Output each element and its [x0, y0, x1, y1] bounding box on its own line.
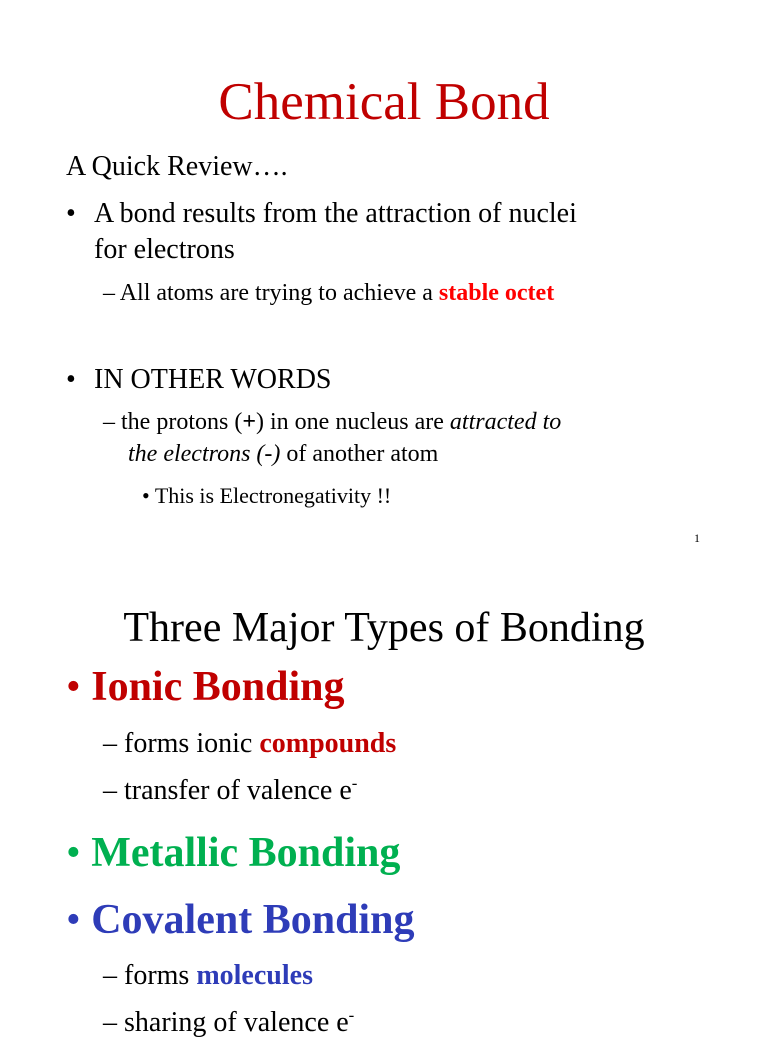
sub2-italic1: attracted to [449, 409, 562, 435]
ionic-sub1-text: forms ionic [124, 728, 260, 759]
compounds-highlight: compounds [259, 728, 397, 759]
electron-superscript: - [348, 1005, 355, 1025]
page-number: 1 [694, 531, 700, 545]
ionic-sub-2 [103, 773, 357, 809]
bullet-marker: • [66, 897, 81, 943]
dash-marker: – [103, 280, 115, 306]
sub-bullet-2-line2 [128, 438, 438, 470]
metallic-label: Metallic Bonding [91, 830, 401, 876]
covalent-label: Covalent Bonding [91, 897, 415, 943]
bullet1-line2: for electrons [94, 234, 235, 265]
sub2-part1: the protons ( [121, 409, 243, 435]
bullet-marker: • [66, 198, 76, 229]
bullet-marker: • [66, 830, 81, 876]
covalent-sub2-text: sharing of valence e [124, 1007, 349, 1038]
covalent-sub-2 [103, 1005, 354, 1041]
covalent-sub-1 [103, 958, 313, 994]
molecules-highlight: molecules [196, 960, 313, 991]
bullet-marker: • [66, 364, 76, 395]
dash-marker: – [103, 728, 117, 759]
metallic-bonding-heading [66, 826, 400, 880]
covalent-sub1-text: forms [124, 960, 197, 991]
bullet1-line1: A bond results from the attraction of nuclei [94, 198, 577, 229]
ionic-sub-1 [103, 726, 396, 762]
ionic-label: Ionic Bonding [91, 664, 345, 710]
bullet-marker: • [142, 483, 150, 508]
slide2-title: Three Major Types of Bonding [123, 605, 645, 651]
sub2-part2: ) in one nucleus are [256, 409, 450, 435]
ionic-sub2-text: transfer of valence e [124, 775, 352, 806]
dash-marker: – [103, 1007, 117, 1038]
electron-superscript: - [351, 773, 358, 793]
electronegativity-text: This is Electronegativity !! [154, 483, 392, 508]
dash-marker: – [103, 409, 115, 435]
ionic-bonding-heading [66, 660, 345, 714]
sub-bullet-1 [103, 277, 554, 309]
dash-marker: – [103, 775, 117, 806]
sub2-part3: of another atom [280, 441, 439, 467]
covalent-bonding-heading [66, 893, 414, 947]
plus-sign: + [242, 409, 256, 435]
sub-bullet-2-line1 [103, 406, 561, 438]
sub2-italic2: the electrons (-) [128, 441, 281, 467]
stable-octet-highlight: stable octet [438, 280, 555, 306]
sub-sub-bullet [142, 481, 391, 511]
bullet2-text: IN OTHER WORDS [94, 364, 332, 395]
dash-marker: – [103, 960, 117, 991]
slide1-subtitle: A Quick Review…. [66, 151, 288, 182]
slide1-title: Chemical Bond [218, 73, 550, 131]
sub1-text: All atoms are trying to achieve a [119, 280, 439, 306]
bullet-marker: • [66, 664, 81, 710]
